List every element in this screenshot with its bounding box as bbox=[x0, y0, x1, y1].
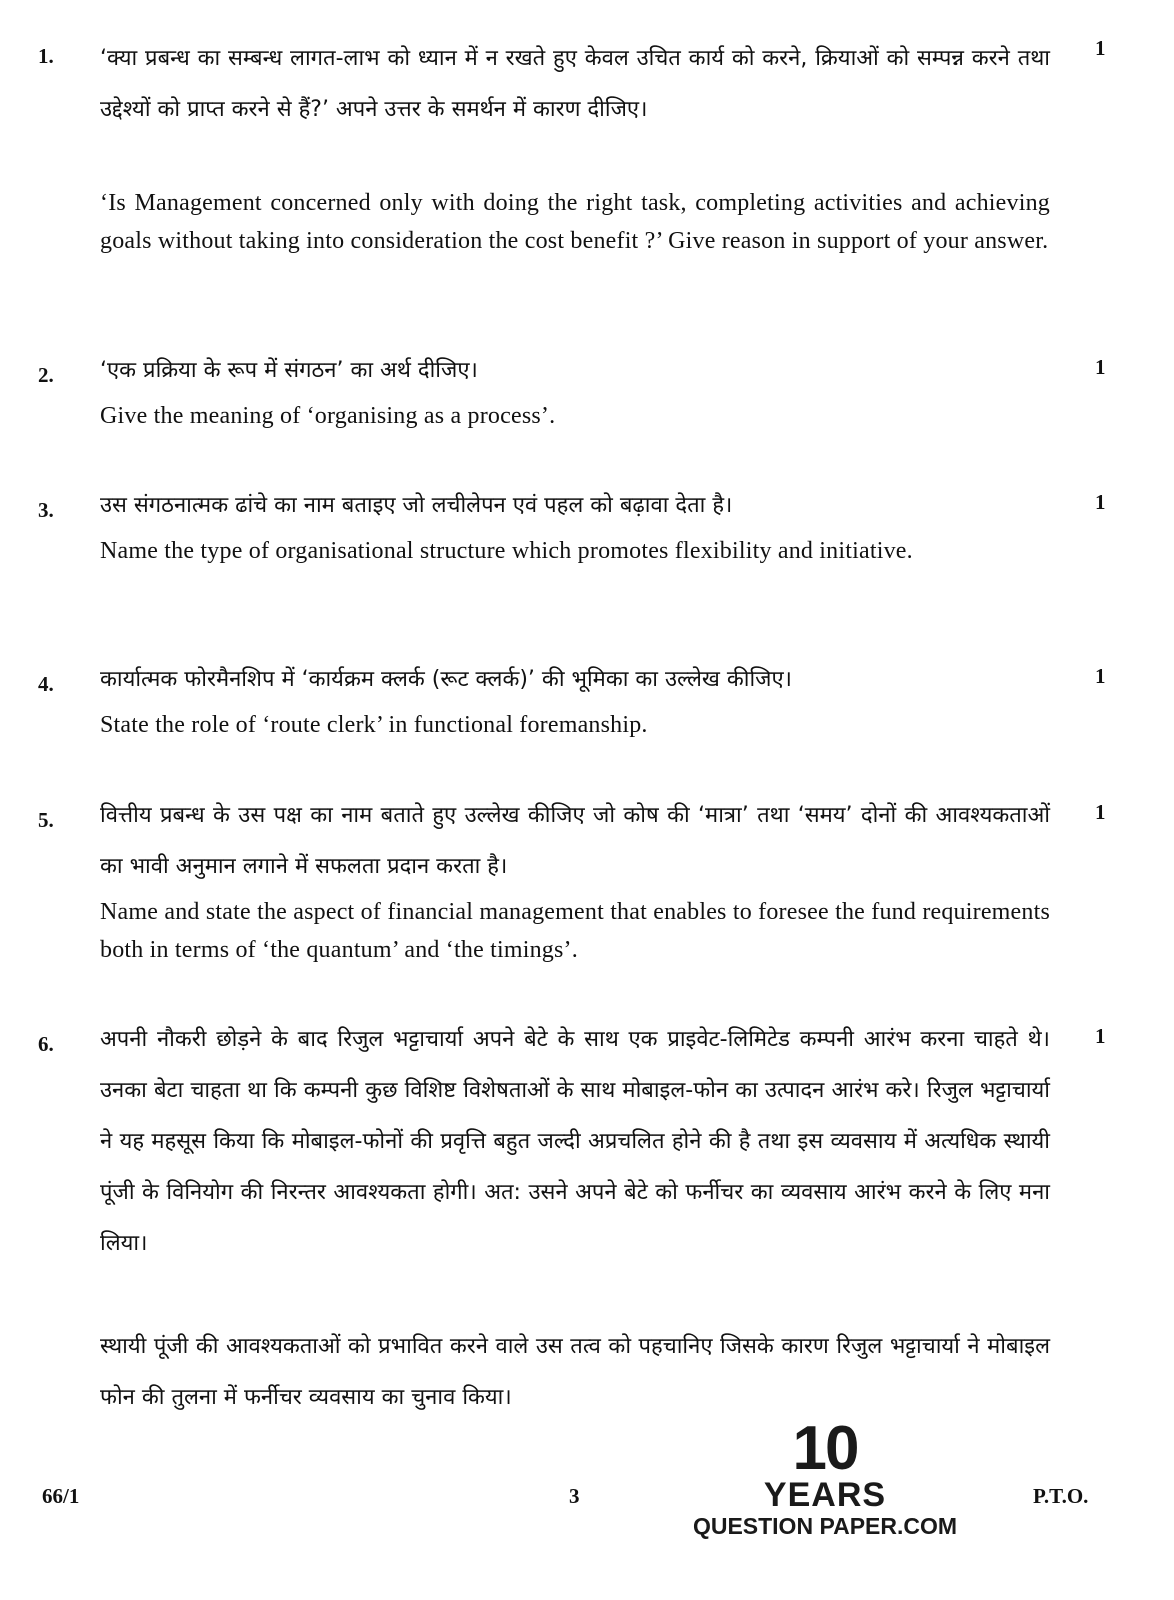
watermark-logo bbox=[690, 1414, 960, 1540]
question-text-hindi: उस संगठनात्मक ढांचे का नाम बताइए जो लचीलेपन एवं पहल को बढ़ावा देता है। bbox=[100, 493, 733, 518]
question-prompt-hindi: स्थायी पूंजी की आवश्यकताओं को प्रभावित करने वाले उस तत्व को पहचानिए जिसके कारण रिजुल भट्टाचार्या ने मोबाइल फोन की तुलना में फर्नीचर व्यवसाय का चुनाव किया। bbox=[100, 1334, 1050, 1410]
question-text-hindi: ‘क्या प्रबन्ध का सम्बन्ध लागत-लाभ को ध्यान में न रखते हुए केवल उचित कार्य को करने, क्रियाओं को सम्पन्न करने तथा उद्देश्यों को प्राप्त करने से हैं?’ अपने उत्तर के समर्थन में कारण दीजिए। bbox=[100, 46, 1050, 122]
question-text-hindi: ‘एक प्रक्रिया के रूप में संगठन’ का अर्थ दीजिए। bbox=[100, 358, 478, 383]
question-number: 3. bbox=[38, 498, 54, 522]
page-number: 3 bbox=[569, 1484, 580, 1508]
question-number: 1. bbox=[38, 44, 54, 68]
question-marks: 1 bbox=[1095, 800, 1106, 824]
question-marks: 1 bbox=[1095, 355, 1106, 379]
paper-code: 66/1 bbox=[42, 1484, 80, 1508]
question-number: 5. bbox=[38, 808, 54, 832]
question-text-hindi: कार्यात्मक फोरमैनशिप में ‘कार्यक्रम क्लर्क (रूट क्लर्क)’ की भूमिका का उल्लेख कीजिए। bbox=[100, 667, 793, 692]
watermark-years: YEARS bbox=[763, 1476, 887, 1514]
question-text-english: ‘Is Management concerned only with doing the right task, completing activities and achieving goals without taking into consideration the cost benefit ?’ Give reason in support of your answer. bbox=[100, 190, 1050, 254]
question-number: 4. bbox=[38, 672, 54, 696]
question-marks: 1 bbox=[1095, 664, 1106, 688]
question-text-english: Give the meaning of ‘organising as a process’. bbox=[100, 403, 556, 429]
question-marks: 1 bbox=[1095, 490, 1106, 514]
question-number: 2. bbox=[38, 363, 54, 387]
question-number: 6. bbox=[38, 1032, 54, 1056]
watermark-number: 10 bbox=[792, 1414, 858, 1483]
pto-label: P.T.O. bbox=[1033, 1484, 1089, 1508]
question-text-hindi: अपनी नौकरी छोड़ने के बाद रिजुल भट्टाचार्या अपने बेटे के साथ एक प्राइवेट-लिमिटेड कम्पनी आरंभ करना चाहते थे। उनका बेटा चाहता था कि कम्पनी कुछ विशिष्ट विशेषताओं के साथ मोबाइल-फोन का उत्पादन आरंभ करे। रिजुल भट्टाचार्या ने यह महसूस किया कि मोबाइल-फोनों की प्रवृत्ति बहुत जल्दी अप्रचलित होने की है तथा इस व्यवसाय में अत्यधिक स्थायी पूंजी के विनियोग की निरन्तर आवश्यकता होगी। अत: उसने अपने बेटे को फर्नीचर का व्यवसाय आरंभ करने के लिए मना लिया। bbox=[100, 1027, 1050, 1256]
question-text-english: Name and state the aspect of financial management that enables to foresee the fund requirements both in terms of ‘the quantum’ and ‘the timings’. bbox=[100, 899, 1050, 963]
watermark-site: QUESTION PAPER.COM bbox=[692, 1513, 958, 1539]
question-marks: 1 bbox=[1095, 1024, 1106, 1048]
question-text-english: State the role of ‘route clerk’ in functional foremanship. bbox=[100, 712, 648, 738]
question-text-english: Name the type of organisational structure which promotes flexibility and initiative. bbox=[100, 538, 913, 564]
question-marks: 1 bbox=[1095, 36, 1106, 60]
question-text-hindi: वित्तीय प्रबन्ध के उस पक्ष का नाम बताते हुए उल्लेख कीजिए जो कोष की ‘मात्रा’ तथा ‘समय’ दोनों की आवश्यकताओं का भावी अनुमान लगाने में सफलता प्रदान करता है। bbox=[100, 803, 1050, 879]
